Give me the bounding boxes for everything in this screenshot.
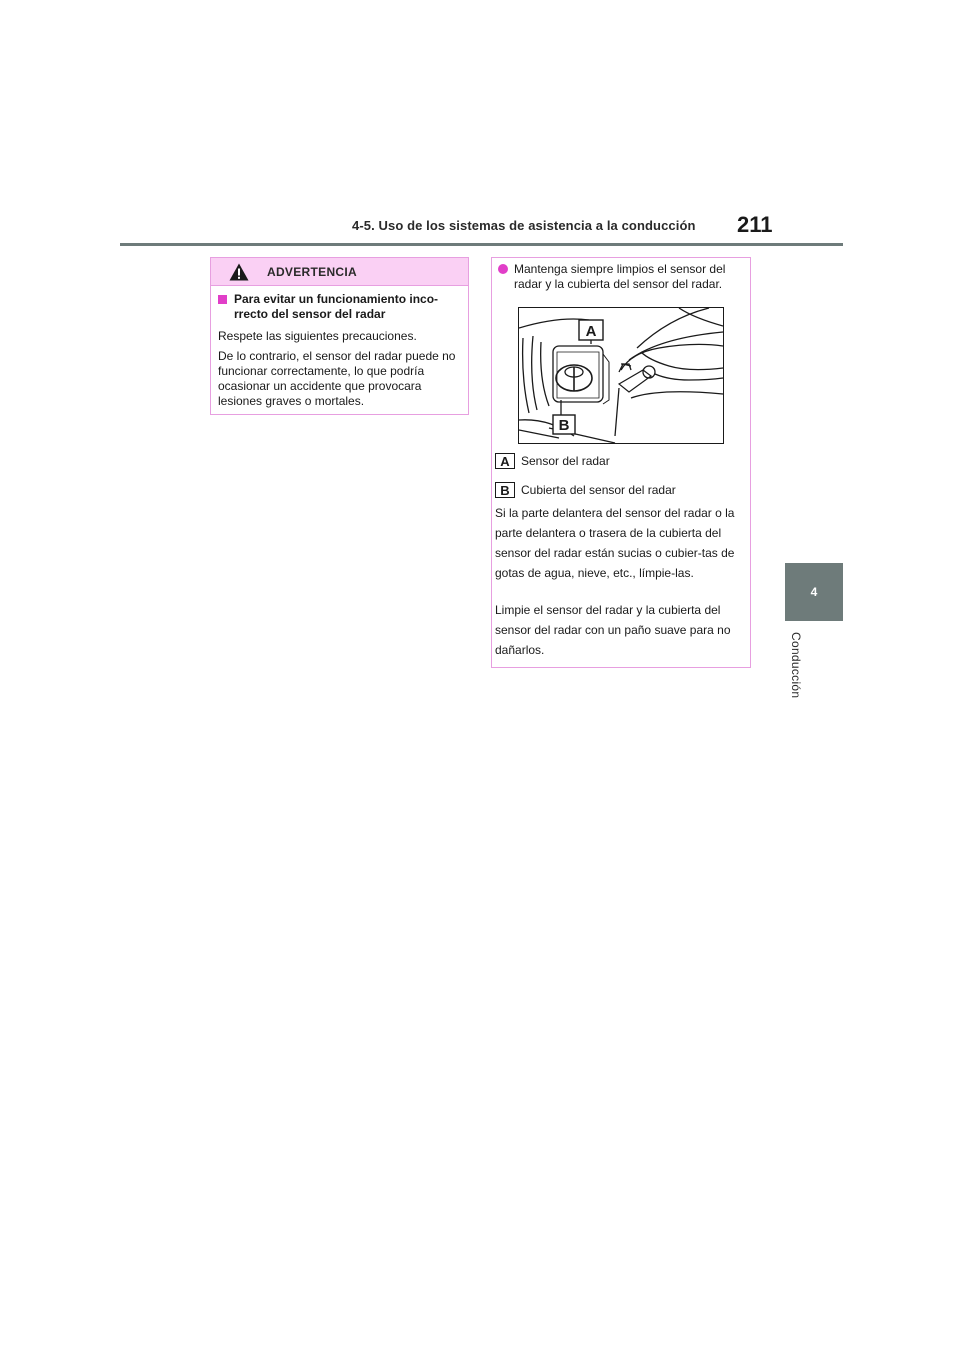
warning-paragraph: De lo contrario, el sensor del radar puede no funcionar correctamente, lo que podría ocasionar un accidente que provocara lesiones graves o mortales. [218,349,456,408]
chapter-tab[interactable] [785,563,843,621]
legend-text-b: Cubierta del sensor del radar [521,483,676,497]
vehicle-front-illustration [519,308,723,443]
cleaning-paragraph: Limpie el sensor del radar y la cubierta del sensor del radar con un paño suave para no dañarlos. [495,603,731,657]
round-bullet-icon [498,264,508,274]
warning-subheading [218,292,460,322]
warning-box [210,257,469,415]
radar-sensor-figure [518,307,724,444]
legend-key-b: B [495,482,515,498]
radar-intro-text: Mantenga siempre limpios el sensor del radar y la cubierta del sensor del radar. [514,262,726,291]
warning-triangle-icon [229,263,249,281]
legend-text-a: Sensor del radar [521,454,610,468]
chapter-name: Conducción [789,632,803,699]
radar-maintenance-box [491,257,751,668]
page-number: 211 [737,212,773,237]
warning-subheading-text: Para evitar un funcionamiento inco-rrecto del sensor del radar [234,292,439,321]
header-divider [120,243,843,246]
legend-key-a: A [495,453,515,469]
legend-item-b [495,482,676,498]
warning-title: ADVERTENCIA [267,264,357,279]
radar-intro [498,262,744,292]
figure-label-b: B [558,417,570,434]
figure-label-a: A [585,323,597,340]
warning-header [211,258,468,286]
chapter-number: 4 [810,585,818,599]
square-bullet-icon [218,295,227,304]
warning-paragraph: Respete las siguientes precauciones. [218,329,417,343]
warning-body [211,286,468,409]
cleaning-paragraph: Si la parte delantera del sensor del radar o la parte delantera o trasera de la cubierta del sensor del radar están sucias o cubier-tas de gotas de agua, nieve, etc., límpie-las. [495,506,735,580]
section-title: 4-5. Uso de los sistemas de asistencia a la conducción [352,218,696,233]
legend-item-a [495,453,610,469]
